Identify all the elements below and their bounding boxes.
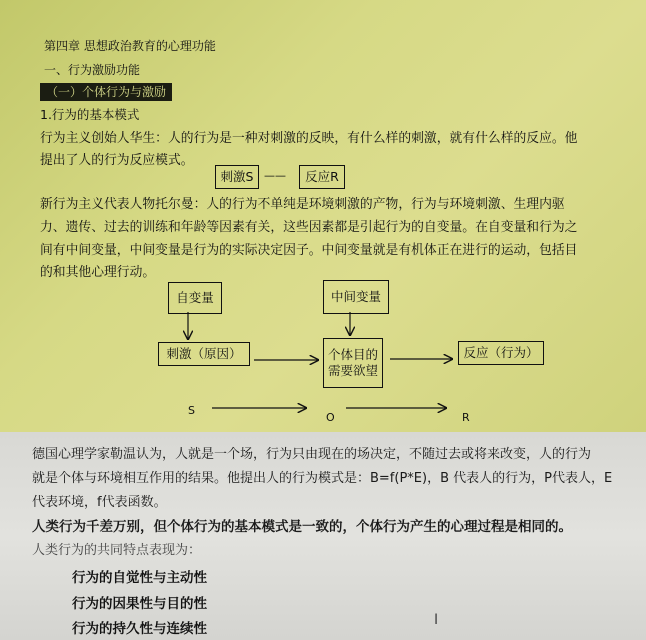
tolman-line-2: 力、遗传、过去的训练和年龄等因素有关，这些因素都是引起行为的自变量。在自变量和行为之: [40, 220, 578, 235]
lewin-line-3: 代表环境，f代表函数。: [32, 495, 167, 510]
feature-item: 行为的因果性与目的性: [72, 596, 207, 612]
summary-bold-line: 人类行为千差万别，但个体行为的基本模式是一致的，个体行为产生的心理过程是相同的。: [32, 519, 572, 535]
response-r-box: 反应R: [299, 165, 345, 189]
lewin-line-1: 德国心理学家勒温认为，人就是一个场，行为只由现在的场决定，不随过去或将来改变，人的行为: [32, 447, 592, 462]
watson-line-2: 提出了人的行为反应模式。: [40, 153, 194, 168]
individual-desire-text: 需要欲望: [327, 363, 378, 378]
text-cursor-icon: I: [434, 612, 439, 628]
lewin-line-2: 就是个体与环境相互作用的结果。他提出人的行为模式是：B=f(P*E)，B 代表人的行为，P代表人，E: [32, 471, 613, 486]
label-r: R: [462, 411, 470, 424]
feature-item: 行为的自觉性与主动性: [72, 570, 207, 586]
label-s: S: [188, 404, 195, 417]
item-title: 1.行为的基本模式: [40, 107, 140, 122]
response-behavior-box: 反应（行为）: [458, 341, 544, 365]
tolman-line-4: 的和其他心理行动。: [40, 265, 156, 280]
tolman-line-1: 新行为主义代表人物托尔曼：人的行为不单纯是环境刺激的产物，行为与环境刺激、生理内驱: [40, 197, 565, 212]
feature-item: 行为的持久性与连续性: [72, 621, 207, 637]
stimulus-cause-box: 刺激（原因）: [158, 342, 250, 366]
label-o: O: [326, 411, 335, 424]
watson-line-1: 行为主义创始人华生：人的行为是一种对刺激的反映，有什么样的刺激，就有什么样的反应。他: [40, 131, 578, 146]
individual-purpose-text: 个体目的: [327, 347, 378, 362]
subsection-title-highlighted[interactable]: （一）个体行为与激励: [40, 83, 172, 101]
chapter-title: 第四章 思想政治教育的心理功能: [44, 39, 216, 53]
independent-variable-box: 自变量: [168, 282, 222, 314]
tolman-line-3: 间有中间变量，中间变量是行为的实际决定因子。中间变量就是有机体正在进行的运动，包括目: [40, 243, 578, 258]
stimulus-s-box: 刺激S: [215, 165, 259, 189]
summary-intro: 人类行为的共同特点表现为：: [32, 543, 202, 558]
intermediate-variable-box: 中间变量: [323, 280, 389, 314]
section-title: 一、行为激励功能: [44, 63, 141, 77]
sr-connector: ——: [264, 169, 286, 182]
